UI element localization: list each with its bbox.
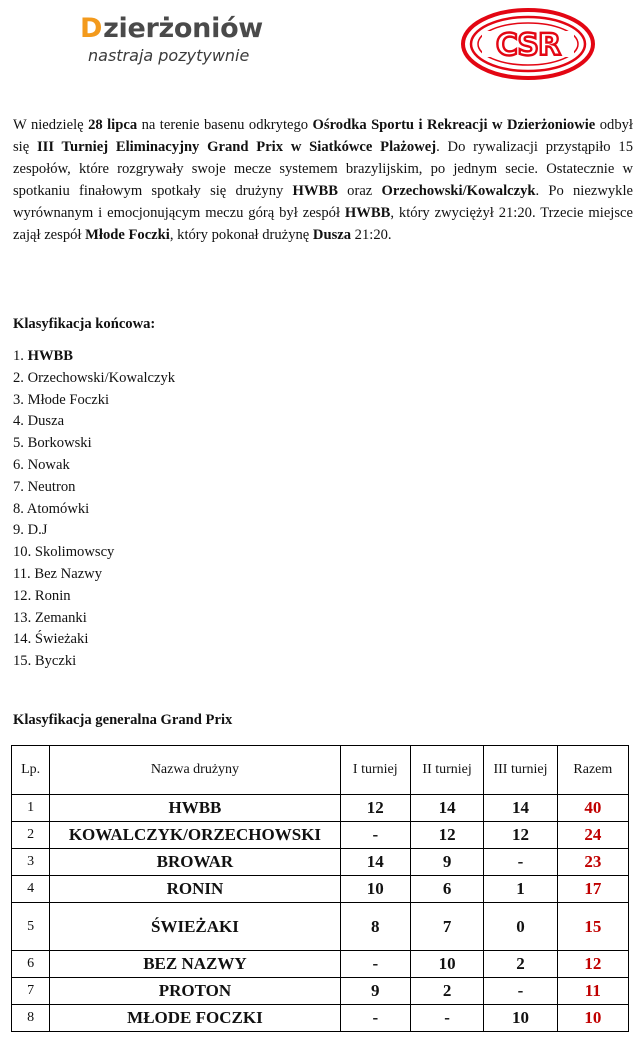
total-points: 24 bbox=[557, 822, 628, 849]
tournament-2-points: - bbox=[410, 1005, 483, 1032]
tournament-2-points: 6 bbox=[410, 876, 483, 903]
total-points: 40 bbox=[557, 795, 628, 822]
ranking-item: 4. Dusza bbox=[13, 413, 65, 430]
tournament-3-points: 14 bbox=[484, 795, 557, 822]
intro-text: 21:20. bbox=[351, 227, 392, 243]
tournament-1-points: - bbox=[340, 1005, 410, 1032]
page-header bbox=[0, 0, 640, 90]
winner-team: HWBB bbox=[344, 205, 391, 221]
row-lp: 5 bbox=[12, 903, 50, 951]
logo-name: zierżoniów bbox=[103, 13, 263, 44]
ranking-item: 3. Młode Foczki bbox=[13, 391, 110, 408]
third-place-team: Młode Foczki bbox=[85, 227, 170, 243]
event-name: III Turniej Eliminacyjny Grand Prix w Siatkówce Plażowej bbox=[37, 139, 437, 155]
team-name: BEZ NAZWY bbox=[50, 951, 340, 978]
ranking-item: 8. Atomówki bbox=[13, 500, 90, 517]
intro-text: . Do rywalizacji przystąpiło 15 zespołów, które rozgrywały swoje mecze systemem brazylijskim, po jednym secie. Ostatecznie w spotkaniu finałowym spotkały się drużyny bbox=[13, 139, 633, 199]
tournament-2-points: 9 bbox=[410, 849, 483, 876]
tournament-3-points: 0 bbox=[484, 903, 557, 951]
intro-text: , który zwyciężył 21:20. Trzecie miejsce zajął zespół bbox=[13, 205, 633, 243]
total-points: 10 bbox=[557, 1005, 628, 1032]
ranking-item: 10. Skolimowscy bbox=[13, 544, 115, 561]
team-name: HWBB bbox=[50, 795, 340, 822]
tournament-3-points: - bbox=[484, 978, 557, 1005]
row-lp: 6 bbox=[12, 951, 50, 978]
intro-text: . Po niezwykle wyrównanym i emocjonującym meczu górą był zespół bbox=[13, 183, 633, 221]
table-row bbox=[12, 822, 629, 849]
row-lp: 1 bbox=[12, 795, 50, 822]
logo-letter: D bbox=[80, 13, 103, 44]
col-tournament-1: I turniej bbox=[340, 746, 410, 795]
tournament-3-points: - bbox=[484, 849, 557, 876]
intro-text: oraz bbox=[337, 183, 382, 199]
final-ranking-list bbox=[13, 346, 175, 673]
finalist-team: Orzechowski/Kowalczyk bbox=[381, 183, 536, 199]
total-points: 17 bbox=[557, 876, 628, 903]
tournament-1-points: - bbox=[340, 822, 410, 849]
col-lp: Lp. bbox=[12, 746, 50, 795]
ranking-item: 6. Nowak bbox=[13, 456, 70, 473]
tournament-3-points: 12 bbox=[484, 822, 557, 849]
grand-prix-heading: Klasyfikacja generalna Grand Prix bbox=[13, 712, 233, 728]
ranking-item: 11. Bez Nazwy bbox=[13, 565, 103, 582]
table-row bbox=[12, 849, 629, 876]
tournament-2-points: 12 bbox=[410, 822, 483, 849]
table-row bbox=[12, 1005, 629, 1032]
total-points: 23 bbox=[557, 849, 628, 876]
table-header-row bbox=[12, 746, 629, 795]
ranking-item: 12. Ronin bbox=[13, 587, 71, 604]
table-row bbox=[12, 951, 629, 978]
tournament-1-points: 10 bbox=[340, 876, 410, 903]
table-row bbox=[12, 795, 629, 822]
tournament-3-points: 2 bbox=[484, 951, 557, 978]
total-points: 12 bbox=[557, 951, 628, 978]
tournament-1-points: - bbox=[340, 951, 410, 978]
table-row bbox=[12, 978, 629, 1005]
tournament-1-points: 12 bbox=[340, 795, 410, 822]
tournament-2-points: 14 bbox=[410, 795, 483, 822]
fourth-place-team: Dusza bbox=[312, 227, 352, 243]
ranking-item: 2. Orzechowski/Kowalczyk bbox=[13, 369, 176, 386]
logo-title bbox=[80, 14, 263, 44]
total-points: 11 bbox=[557, 978, 628, 1005]
ranking-position: 1. bbox=[13, 348, 28, 364]
event-date: 28 lipca bbox=[88, 117, 138, 133]
intro-text: , który pokonał drużynę bbox=[169, 227, 313, 243]
finalist-team: HWBB bbox=[292, 183, 338, 199]
intro-text: na terenie basenu odkrytego bbox=[137, 117, 313, 133]
team-name: ŚWIEŻAKI bbox=[50, 903, 340, 951]
col-total: Razem bbox=[557, 746, 628, 795]
dzierzoniow-logo bbox=[80, 14, 263, 65]
ranking-item: 7. Neutron bbox=[13, 478, 76, 495]
ranking-item: 9. D.J bbox=[13, 522, 48, 539]
tournament-2-points: 7 bbox=[410, 903, 483, 951]
col-tournament-3: III turniej bbox=[484, 746, 557, 795]
team-name: BROWAR bbox=[50, 849, 340, 876]
total-points: 15 bbox=[557, 903, 628, 951]
intro-text: W niedzielę bbox=[13, 117, 89, 133]
team-name: PROTON bbox=[50, 978, 340, 1005]
logo-tagline: nastraja pozytywnie bbox=[88, 46, 250, 65]
row-lp: 7 bbox=[12, 978, 50, 1005]
intro-paragraph bbox=[13, 114, 633, 246]
tournament-1-points: 9 bbox=[340, 978, 410, 1005]
table-row bbox=[12, 903, 629, 951]
ranking-item: 14. Świeżaki bbox=[13, 631, 89, 648]
ranking-item bbox=[13, 346, 175, 368]
venue-name: Ośrodka Sportu i Rekreacji w Dzierżoniowie bbox=[312, 117, 596, 133]
ranking-item: 13. Zemanki bbox=[13, 609, 87, 626]
table-row bbox=[12, 876, 629, 903]
tournament-2-points: 10 bbox=[410, 951, 483, 978]
row-lp: 2 bbox=[12, 822, 50, 849]
row-lp: 8 bbox=[12, 1005, 50, 1032]
grand-prix-table bbox=[11, 745, 629, 1032]
tournament-3-points: 10 bbox=[484, 1005, 557, 1032]
ranking-winner: HWBB bbox=[27, 348, 74, 364]
ranking-item: 15. Byczki bbox=[13, 653, 77, 670]
col-team-name: Nazwa drużyny bbox=[50, 746, 340, 795]
tournament-2-points: 2 bbox=[410, 978, 483, 1005]
team-name: KOWALCZYK/ORZECHOWSKI bbox=[50, 822, 340, 849]
tournament-3-points: 1 bbox=[484, 876, 557, 903]
row-lp: 4 bbox=[12, 876, 50, 903]
row-lp: 3 bbox=[12, 849, 50, 876]
csr-logo-text: CSR bbox=[495, 28, 561, 63]
tournament-1-points: 14 bbox=[340, 849, 410, 876]
intro-text: odbył się bbox=[13, 117, 633, 155]
ranking-item: 5. Borkowski bbox=[13, 435, 92, 452]
team-name: MŁODE FOCZKI bbox=[50, 1005, 340, 1032]
tournament-1-points: 8 bbox=[340, 903, 410, 951]
col-tournament-2: II turniej bbox=[410, 746, 483, 795]
csr-logo bbox=[458, 6, 598, 82]
final-classification-heading: Klasyfikacja końcowa: bbox=[13, 316, 156, 332]
team-name: RONIN bbox=[50, 876, 340, 903]
